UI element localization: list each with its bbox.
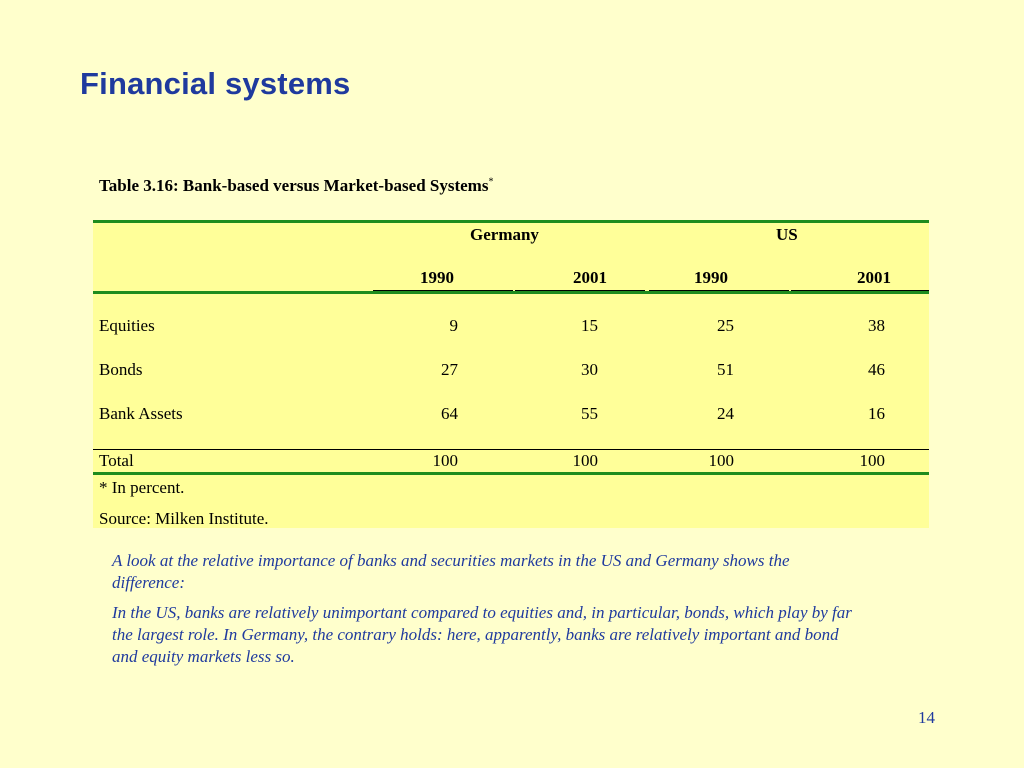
table-cell: 51	[717, 360, 734, 379]
table-caption-mark: *	[488, 176, 494, 188]
row-label: Bonds	[99, 360, 143, 379]
year-header-germany-2001: 2001	[573, 268, 607, 287]
year-header-us-1990: 1990	[694, 268, 728, 287]
table-top-rule	[93, 220, 929, 223]
table-cell: 46	[868, 360, 885, 379]
table-cell: 25	[717, 316, 734, 335]
total-bottom-rule	[93, 472, 929, 475]
table-caption-text: Table 3.16: Bank-based versus Market-based Systems	[99, 176, 489, 195]
table-cell: 64	[441, 404, 458, 423]
table-panel	[93, 220, 929, 528]
total-cell: 100	[859, 451, 885, 470]
row-label: Equities	[99, 316, 155, 335]
year-header-us-2001: 2001	[857, 268, 891, 287]
header-rule	[93, 291, 929, 294]
table-source: Source: Milken Institute.	[99, 509, 269, 528]
total-cell: 100	[432, 451, 458, 470]
page-number: 14	[918, 708, 935, 727]
table-footnote: * In percent.	[99, 478, 185, 497]
row-label: Bank Assets	[99, 404, 183, 423]
table-cell: 16	[868, 404, 885, 423]
table-cell: 24	[717, 404, 734, 423]
total-cell: 100	[572, 451, 598, 470]
table-cell: 15	[581, 316, 598, 335]
total-label: Total	[99, 451, 134, 470]
commentary-paragraph-2: In the US, banks are relatively unimportant compared to equities and, in particular, bonds, which play by far the largest role. In Germany, the contrary holds: here, apparently, banks are relatively important and bond and equity markets less so.	[112, 603, 852, 666]
table-cell: 55	[581, 404, 598, 423]
total-cell: 100	[708, 451, 734, 470]
total-top-rule	[93, 449, 929, 450]
year-header-germany-1990: 1990	[420, 268, 454, 287]
table-cell: 38	[868, 316, 885, 335]
data-table	[93, 166, 929, 528]
group-header-germany: Germany	[470, 225, 539, 244]
table-cell: 27	[441, 360, 458, 379]
table-caption	[99, 176, 493, 196]
commentary	[112, 550, 852, 676]
table-cell: 30	[581, 360, 598, 379]
table-cell: 9	[449, 316, 458, 335]
commentary-paragraph-1: A look at the relative importance of banks and securities markets in the US and Germany shows the difference:	[112, 551, 790, 592]
slide-title: Financial systems	[80, 66, 351, 101]
group-header-us: US	[776, 225, 798, 244]
